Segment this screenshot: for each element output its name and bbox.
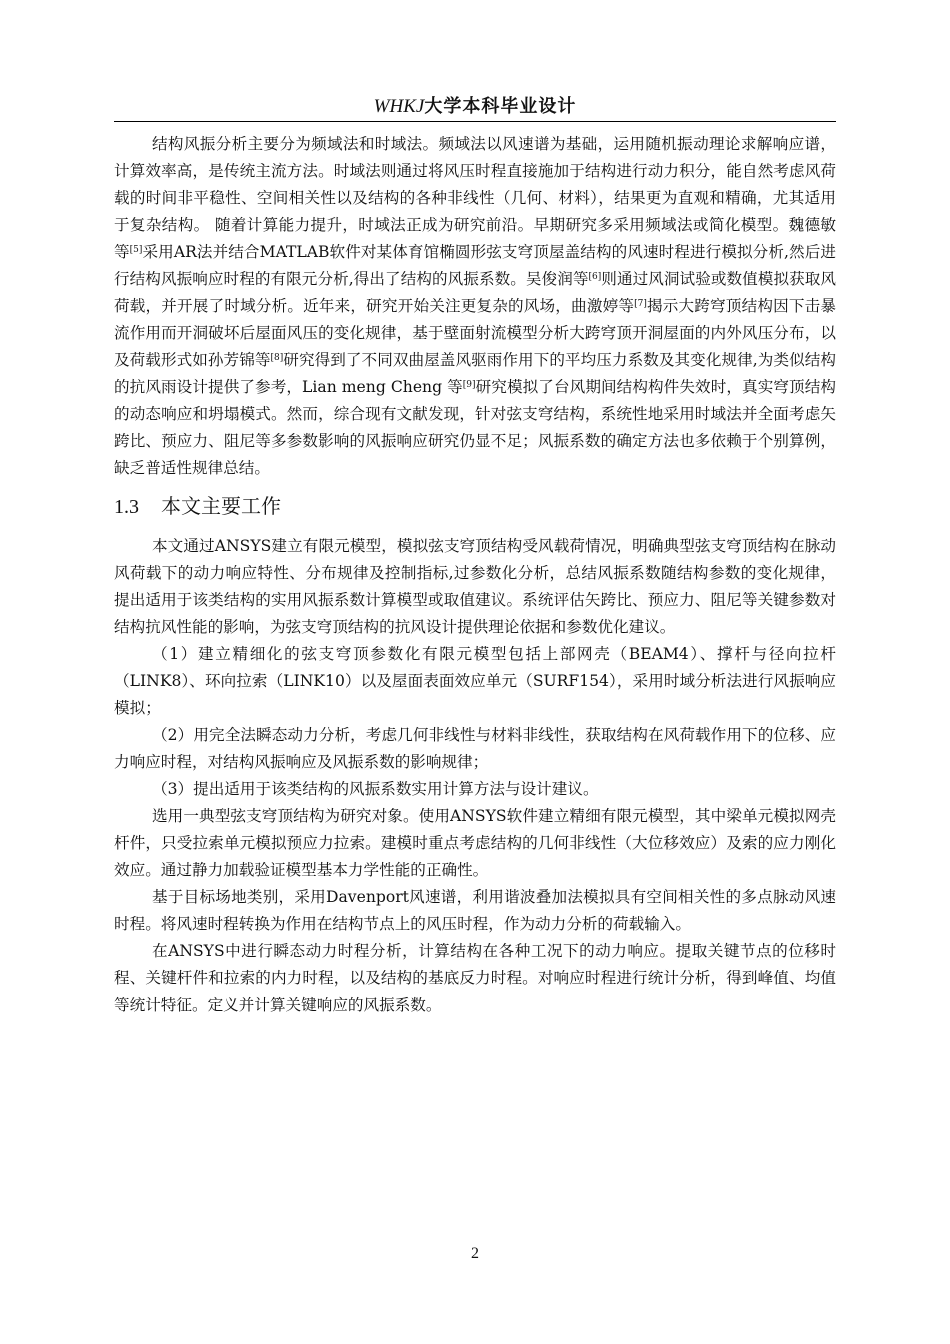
- section-title: 本文主要工作: [161, 494, 281, 518]
- citation-5[interactable]: [5]: [129, 245, 143, 255]
- text-run: 研究得到了不同双曲屋盖风驱雨作用下的平均压力系数及其变化规律,为类似结构的抗风雨设计提供了参考，Lian meng Cheng 等: [114, 351, 836, 396]
- section-number: 1.3: [114, 496, 139, 518]
- body-text: [114, 131, 836, 1019]
- text-run: 研究模拟了台风期间结构构件失效时，真实穹顶结构的动态响应和坍塌模式。然而，综合现有文献发现，针对弦支穹结构，系统性地采用时域法并全面考虑矢跨比、预应力、阻尼等多参数影响的风振响应研究仍显不足；风振系数的确定方法也多依赖于个别算例，缺乏普适性规律总结。: [114, 378, 836, 477]
- text-run: 则通过风洞试验或数值模拟获取风荷载，并开展了时域分析。近年来，研究开始关注更复杂的风场，曲激婷等: [114, 270, 836, 315]
- citation-9[interactable]: [9]: [462, 380, 476, 390]
- page-number: 2: [471, 1245, 479, 1262]
- header-title: 大学本科毕业设计: [424, 96, 577, 117]
- text-run: 揭示大跨穹顶结构因下击暴流作用而开洞破坏后屋面风压的变化规律，基于壁面射流模型分析大跨穹顶开洞屋面的内外风压分布，以及荷载形式如孙芳锦等: [114, 297, 836, 369]
- paragraph-model: 选用一典型弦支穹顶结构为研究对象。使用ANSYS软件建立精细有限元模型，其中梁单元模拟网壳杆件，只受拉索单元模拟预应力拉索。建模时重点考虑结构的几何非线性（大位移效应）及索的应力刚化效应。通过静力加载验证模型基本力学性能的正确性。: [114, 807, 836, 879]
- citation-8[interactable]: [8]: [270, 353, 284, 363]
- citation-7[interactable]: [7]: [634, 299, 647, 309]
- running-header: [114, 92, 836, 118]
- list-item-2: （2）用完全法瞬态动力分析，考虑几何非线性与材料非线性，获取结构在风荷载作用下的位移、应力响应时程，对结构风振响应及风振系数的影响规律；: [114, 726, 836, 771]
- citation-6[interactable]: [6]: [588, 272, 602, 282]
- list-item-1: （1）建立精细化的弦支穹顶参数化有限元模型包括上部网壳（BEAM4）、撑杆与径向拉杆（LINK8）、环向拉索（LINK10）以及屋面表面效应单元（SURF154），采用时域分析法进行风振响应模拟；: [114, 645, 836, 717]
- paragraph-dynamic-analysis: 在ANSYS中进行瞬态动力时程分析，计算结构在各种工况下的动力响应。提取关键节点的位移时程、关键杆件和拉索的内力时程，以及结构的基底反力时程。对响应时程进行统计分析，得到峰值、均值等统计特征。定义并计算关键响应的风振系数。: [114, 942, 836, 1014]
- header-rule: [114, 121, 836, 122]
- header-latin: WHKJ: [373, 96, 425, 117]
- section-heading: [114, 492, 836, 521]
- list-item-3: （3）提出适用于该类结构的风振系数实用计算方法与设计建议。: [152, 780, 599, 798]
- paragraph-objectives: 本文通过ANSYS建立有限元模型，模拟弦支穹顶结构受风载荷情况，明确典型弦支穹顶结构在脉动风荷载下的动力响应特性、分布规律及控制指标,过参数化分析，总结风振系数随结构参数的变化规律，提出适用于该类结构的实用风振系数计算模型或取值建议。系统评估矢跨比、预应力、阻尼等关键参数对结构抗风性能的影响，为弦支穹顶结构的抗风设计提供理论依据和参数优化建议。: [114, 537, 836, 636]
- paragraph-literature-review: [114, 131, 836, 482]
- text-run: 采用AR法并结合MATLAB软件对某体育馆椭圆形弦支穹顶屋盖结构的风速时程进行模拟分析,然后进行结构风振响应时程的有限元分析,得出了结构的风振系数。吴俊润等: [114, 243, 836, 288]
- paragraph-wind-simulation: 基于目标场地类别，采用Davenport风速谱，利用谐波叠加法模拟具有空间相关性的多点脉动风速时程。将风速时程转换为作用在结构节点上的风压时程，作为动力分析的荷载输入。: [114, 888, 836, 933]
- text-run: 结构风振分析主要分为频域法和时域法。频域法以风速谱为基础，运用随机振动理论求解响应谱，计算效率高，是传统主流方法。时域法则通过将风压时程直接施加于结构进行动力积分，能自然考虑风荷载的时间非平稳性、空间相关性以及结构的各种非线性（几何、材料），结果更为直观和精确，尤其适用于复杂结构。 随着计算能力提升，时域法正成为研究前沿。早期研究多采用频域法或简化模型。魏德敏等: [114, 135, 836, 261]
